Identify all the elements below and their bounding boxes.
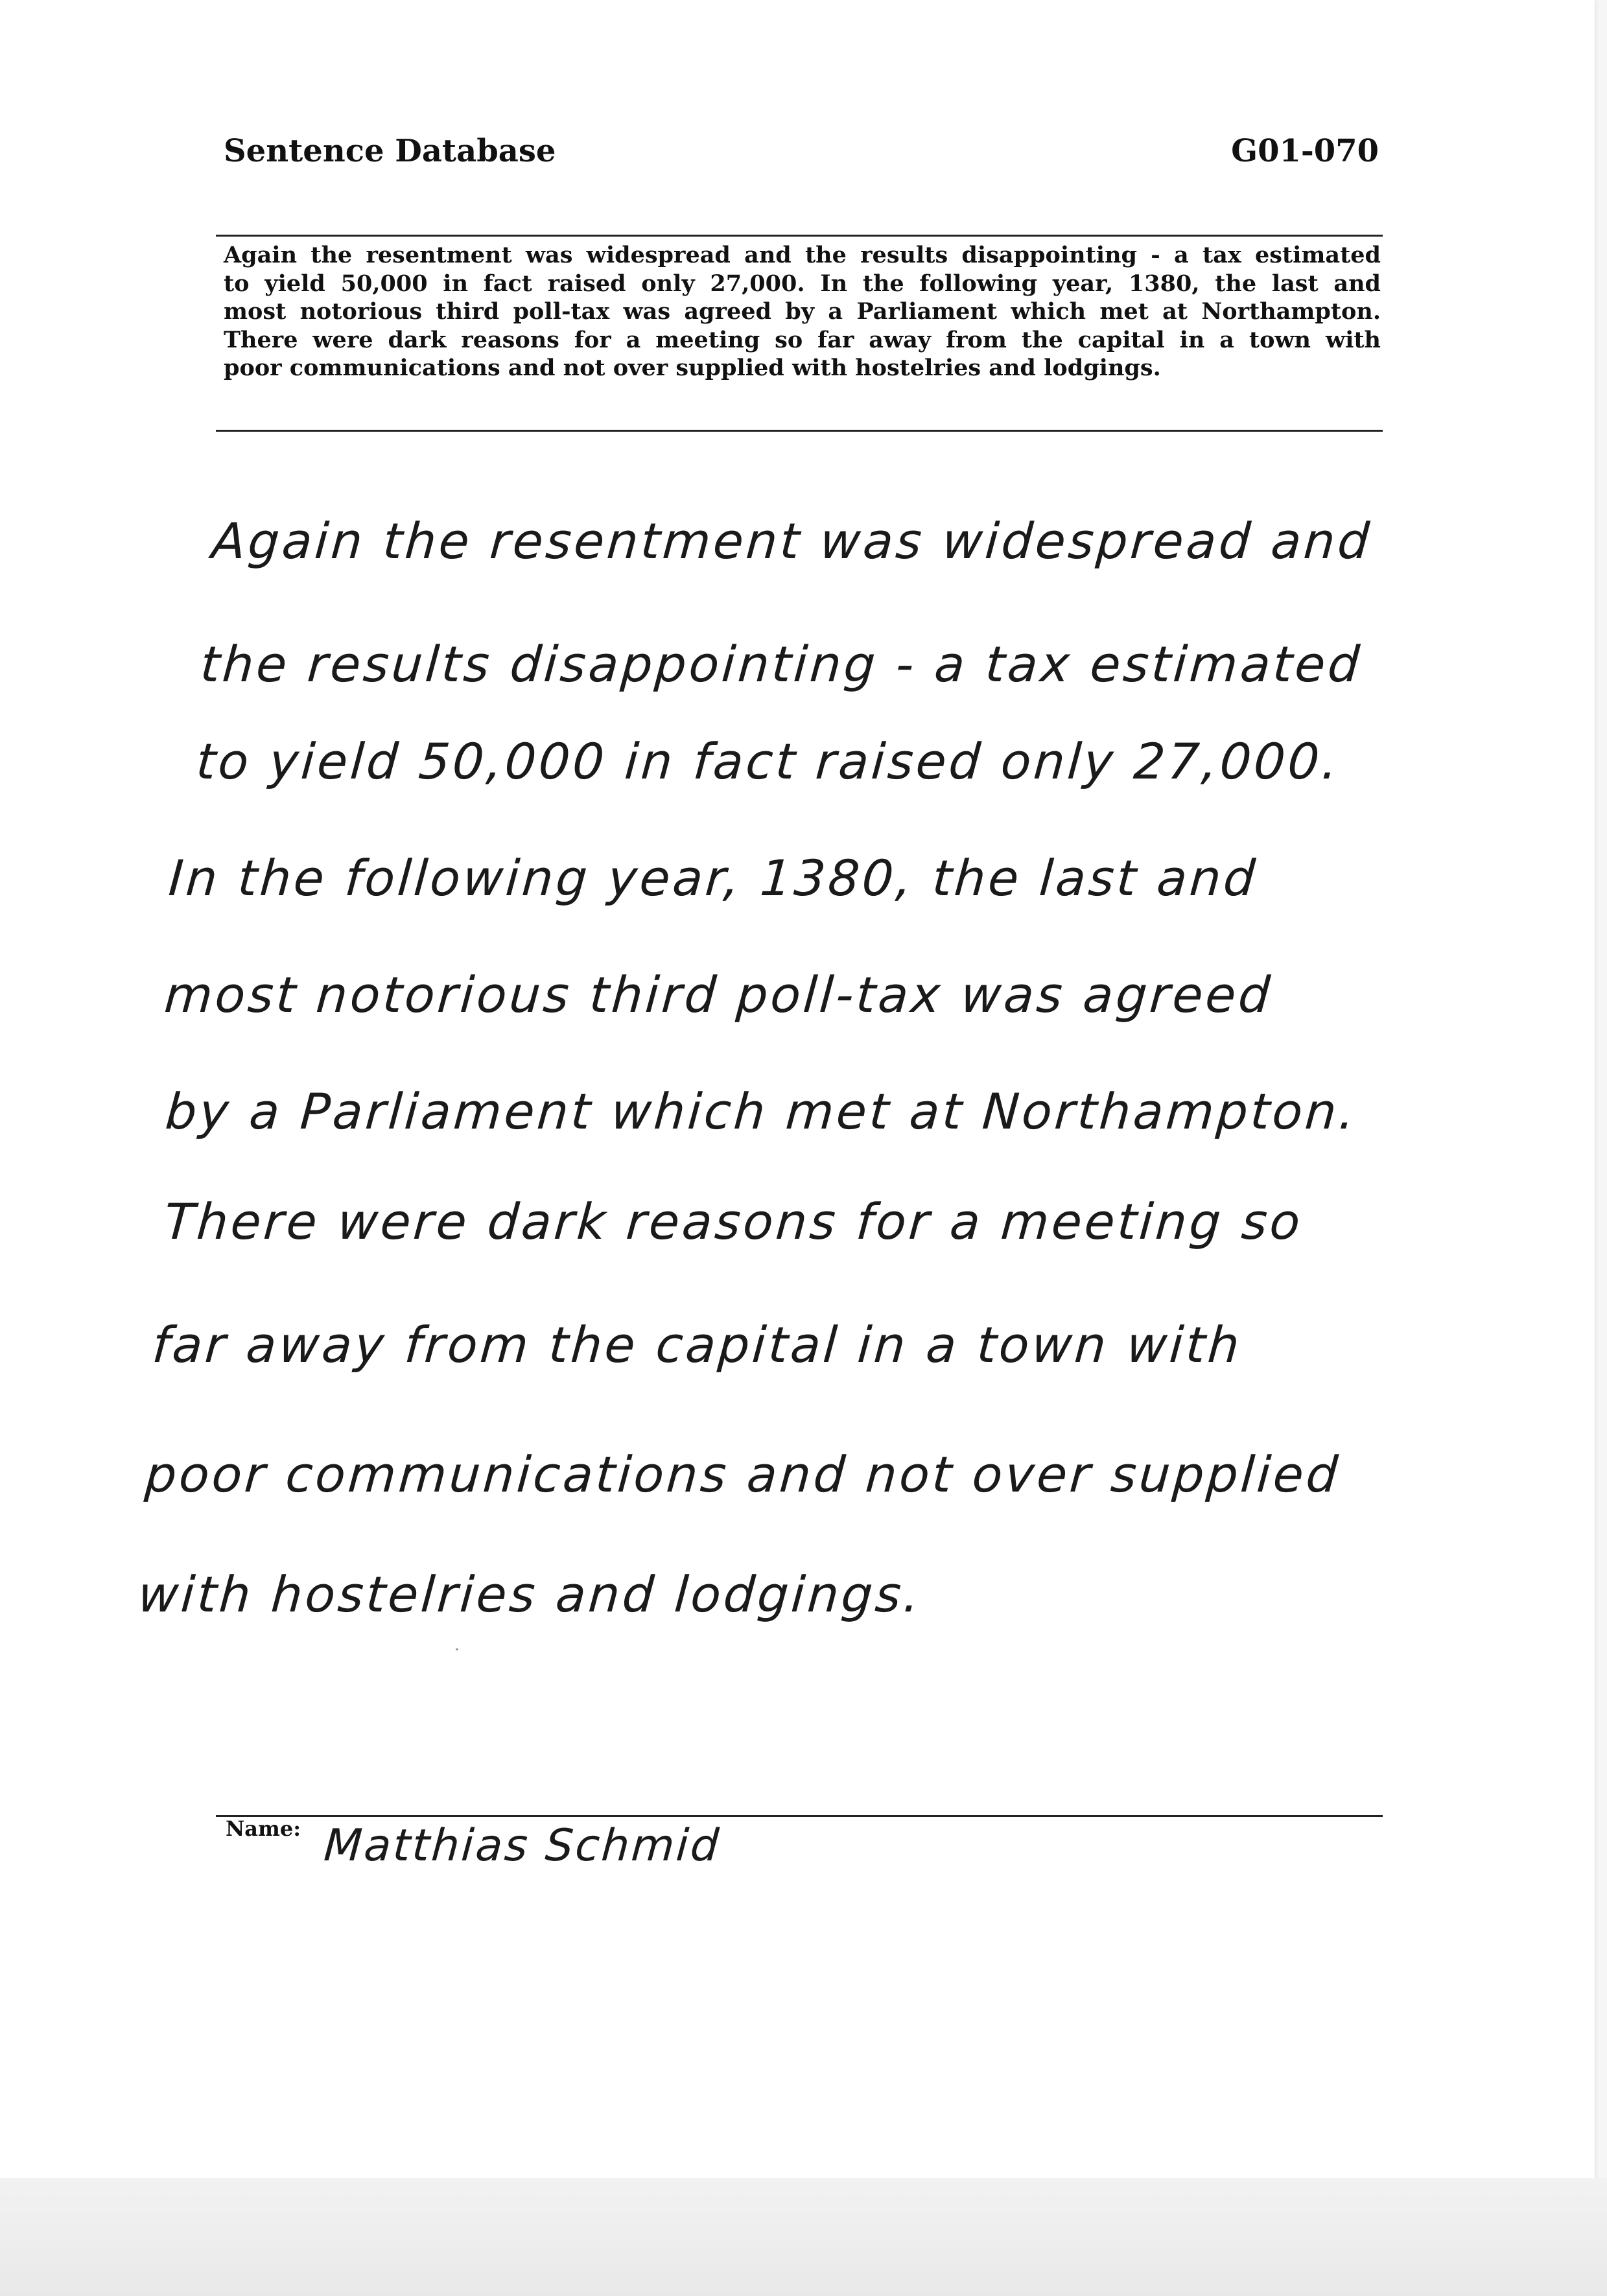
- form-header: [224, 133, 1379, 178]
- prompt-line: Again the resentment was widespread and the results disappointing - a tax estimated: [224, 242, 1381, 268]
- prompt-top-rule: [216, 235, 1383, 237]
- prompt-line: poor communications and not over supplied with hostelries and lodgings.: [224, 355, 1161, 381]
- prompt-line: to yield 50,000 in fact raised only 27,000. In the following year, 1380, the last and: [224, 270, 1381, 297]
- handwritten-line: most notorious third poll-tax was agreed: [162, 966, 1274, 1024]
- handwritten-line: Again the resentment was widespread and: [209, 512, 1374, 570]
- handwritten-line: with hostelries and lodgings.: [136, 1565, 924, 1623]
- prompt-text: [224, 241, 1381, 382]
- prompt-bottom-rule: [216, 430, 1383, 432]
- name-label: Name:: [226, 1816, 301, 1841]
- form-id: G01-070: [1231, 133, 1379, 169]
- handwritten-line: far away from the capital in a town with: [150, 1316, 1244, 1374]
- handwritten-line: by a Parliament which met at Northampton.: [163, 1083, 1359, 1140]
- scan-speck: [456, 1648, 458, 1650]
- name-rule: [216, 1815, 1383, 1817]
- handwritten-line: to yield 50,000 in fact raised only 27,000.: [194, 732, 1343, 790]
- handwritten-line: poor communications and not over supplied: [143, 1446, 1343, 1503]
- prompt-line: There were dark reasons for a meeting so far away from the capital in a town with: [224, 326, 1381, 353]
- prompt-line: most notorious third poll-tax was agreed by a Parliament which met at Northampton.: [224, 298, 1381, 325]
- database-title: Sentence Database: [224, 133, 556, 169]
- handwritten-line: There were dark reasons for a meeting so: [162, 1193, 1305, 1250]
- handwritten-line: In the following year, 1380, the last and: [167, 849, 1260, 907]
- scan-bottom-edge: [0, 2178, 1607, 2296]
- handwritten-line: the results disappointing - a tax estimated: [198, 635, 1364, 693]
- signature: Matthias Schmid: [322, 1820, 723, 1871]
